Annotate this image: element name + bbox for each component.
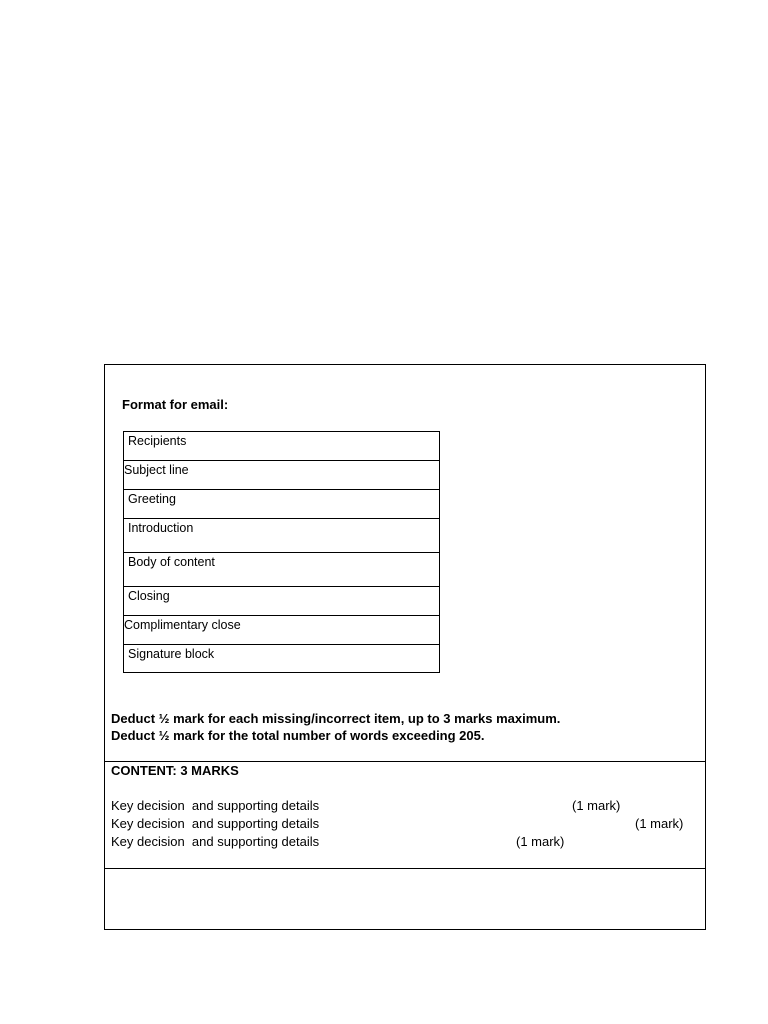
format-row-closing [123, 586, 440, 615]
format-row-greeting [123, 489, 440, 518]
format-row-introduction [123, 518, 440, 552]
format-row-complimentary-close [123, 615, 440, 644]
deduction-rule-missing-items: Deduct ½ mark for each missing/incorrect item, up to 3 marks maximum. [111, 711, 561, 726]
format-row-label: Introduction [128, 521, 194, 535]
format-title: Format for email: [122, 397, 229, 412]
format-row-label: Recipients [128, 434, 187, 448]
content-criterion: Key decision and supporting details [111, 816, 320, 831]
content-heading: CONTENT: 3 MARKS [111, 763, 239, 778]
format-row-recipients [123, 431, 440, 460]
format-row-body-of-content [123, 552, 440, 586]
content-mark: (1 mark) [572, 798, 621, 813]
format-row-label: Greeting [128, 492, 176, 506]
format-row-label: Signature block [128, 647, 215, 661]
format-row-signature-block [123, 644, 440, 673]
format-row-label: Complimentary close [124, 618, 241, 632]
marking-scheme-box [104, 364, 706, 930]
deduction-rule-word-count: Deduct ½ mark for the total number of words exceeding 205. [111, 728, 485, 743]
format-row-label: Closing [128, 589, 170, 603]
content-criterion: Key decision and supporting details [111, 834, 320, 849]
content-mark: (1 mark) [516, 834, 565, 849]
format-table [123, 431, 440, 673]
format-row-subject-line [123, 460, 440, 489]
format-row-label: Body of content [128, 555, 215, 569]
content-criterion: Key decision and supporting details [111, 798, 320, 813]
content-mark: (1 mark) [635, 816, 684, 831]
section-divider [105, 761, 705, 762]
section-divider [105, 868, 705, 869]
format-row-label: Subject line [124, 463, 189, 477]
